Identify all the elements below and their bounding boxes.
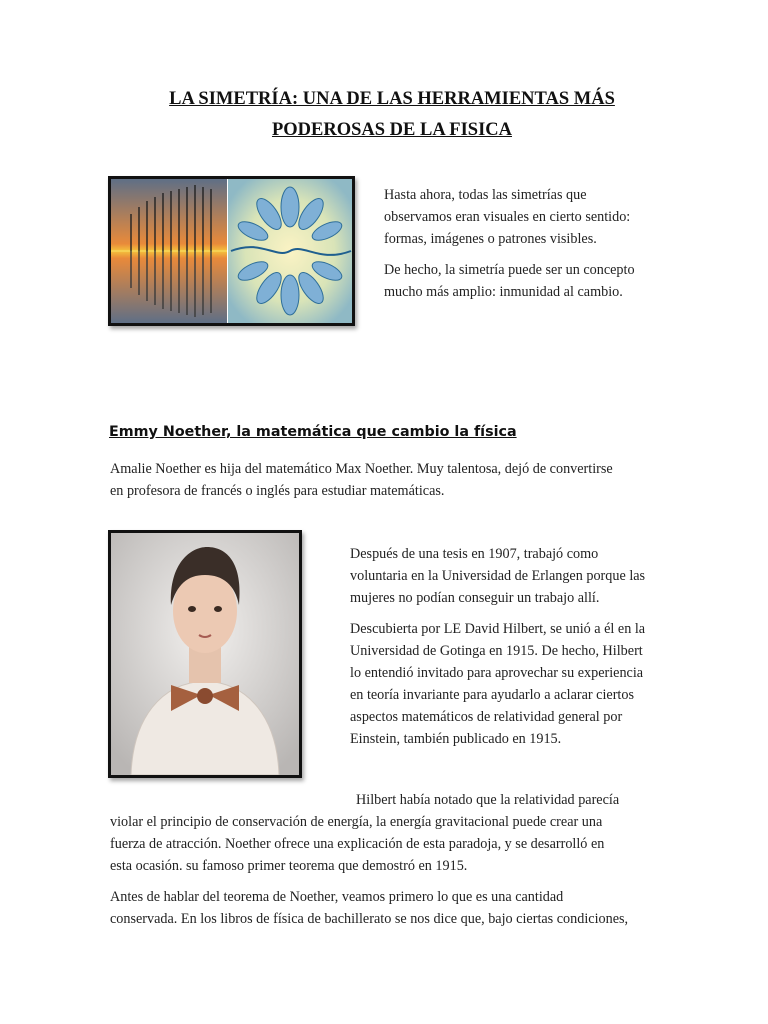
text-line: mucho más amplio: inmunidad al cambio.	[384, 284, 623, 300]
text-line: Antes de hablar del teorema de Noether, veamos primero lo que es una cantidad	[110, 889, 564, 905]
text-line: aspectos matemáticos de relatividad general por	[350, 709, 623, 725]
text-line: Einstein, también publicado en 1915.	[350, 731, 562, 747]
portrait-illustration	[111, 533, 299, 775]
portrait-image	[108, 530, 302, 778]
paragraph-hilbert	[110, 789, 680, 877]
paragraph-descubierta	[350, 618, 680, 750]
section-heading: Emmy Noether, la matemática que cambio la física	[109, 424, 517, 440]
text-line: voluntaria en la Universidad de Erlangen porque las	[350, 568, 646, 584]
text-line: Descubierta por LE David Hilbert, se unió a él en la	[350, 621, 646, 637]
text-line: en profesora de francés o inglés para estudiar matemáticas.	[110, 483, 445, 499]
symmetry-illustration	[108, 176, 355, 326]
intro-paragraph-1	[384, 184, 684, 250]
text-line: Después de una tesis en 1907, trabajó como	[350, 546, 599, 562]
text-line: observamos eran visuales en cierto sentido:	[384, 209, 631, 225]
text-line: Hasta ahora, todas las simetrías que	[384, 187, 587, 203]
text-line: Universidad de Gotinga en 1915. De hecho, Hilbert	[350, 643, 643, 659]
text-line: esta ocasión. su famoso primer teorema que demostró en 1915.	[110, 858, 468, 874]
text-line: mujeres no podían conseguir un trabajo allí.	[350, 590, 600, 606]
intro-paragraph-2	[384, 259, 684, 303]
title-line-1: LA SIMETRÍA: UNA DE LAS HERRAMIENTAS MÁS	[169, 89, 615, 109]
paragraph-amalie	[110, 458, 680, 502]
text-line: Amalie Noether es hija del matemático Max Noether. Muy talentosa, dejó de convertirse	[110, 461, 613, 477]
title-line-2: PODEROSAS DE LA FISICA	[271, 120, 513, 140]
text-line: conservada. En los libros de física de bachillerato se nos dice que, bajo ciertas condiciones,	[110, 911, 629, 927]
intro-text	[384, 184, 684, 312]
text-line: fuerza de atracción. Noether ofrece una explicación de esta paradoja, y se desarrolló en	[110, 836, 605, 852]
text-line: Hilbert había notado que la relatividad parecía	[356, 792, 620, 808]
text-line: De hecho, la simetría puede ser un concepto	[384, 262, 635, 278]
symmetry-image	[111, 179, 352, 323]
text-line: formas, imágenes o patrones visibles.	[384, 231, 597, 247]
text-line: en teoría invariante para ayudarlo a aclarar ciertos	[350, 687, 634, 703]
text-line: violar el principio de conservación de energía, la energía gravitacional puede crear una	[110, 814, 603, 830]
paragraph-antes	[110, 886, 680, 930]
paragraph-tesis	[350, 543, 680, 609]
right-column-text	[350, 543, 680, 759]
document-title	[100, 84, 684, 146]
text-line: lo entendió invitado para aprovechar su experiencia	[350, 665, 644, 681]
